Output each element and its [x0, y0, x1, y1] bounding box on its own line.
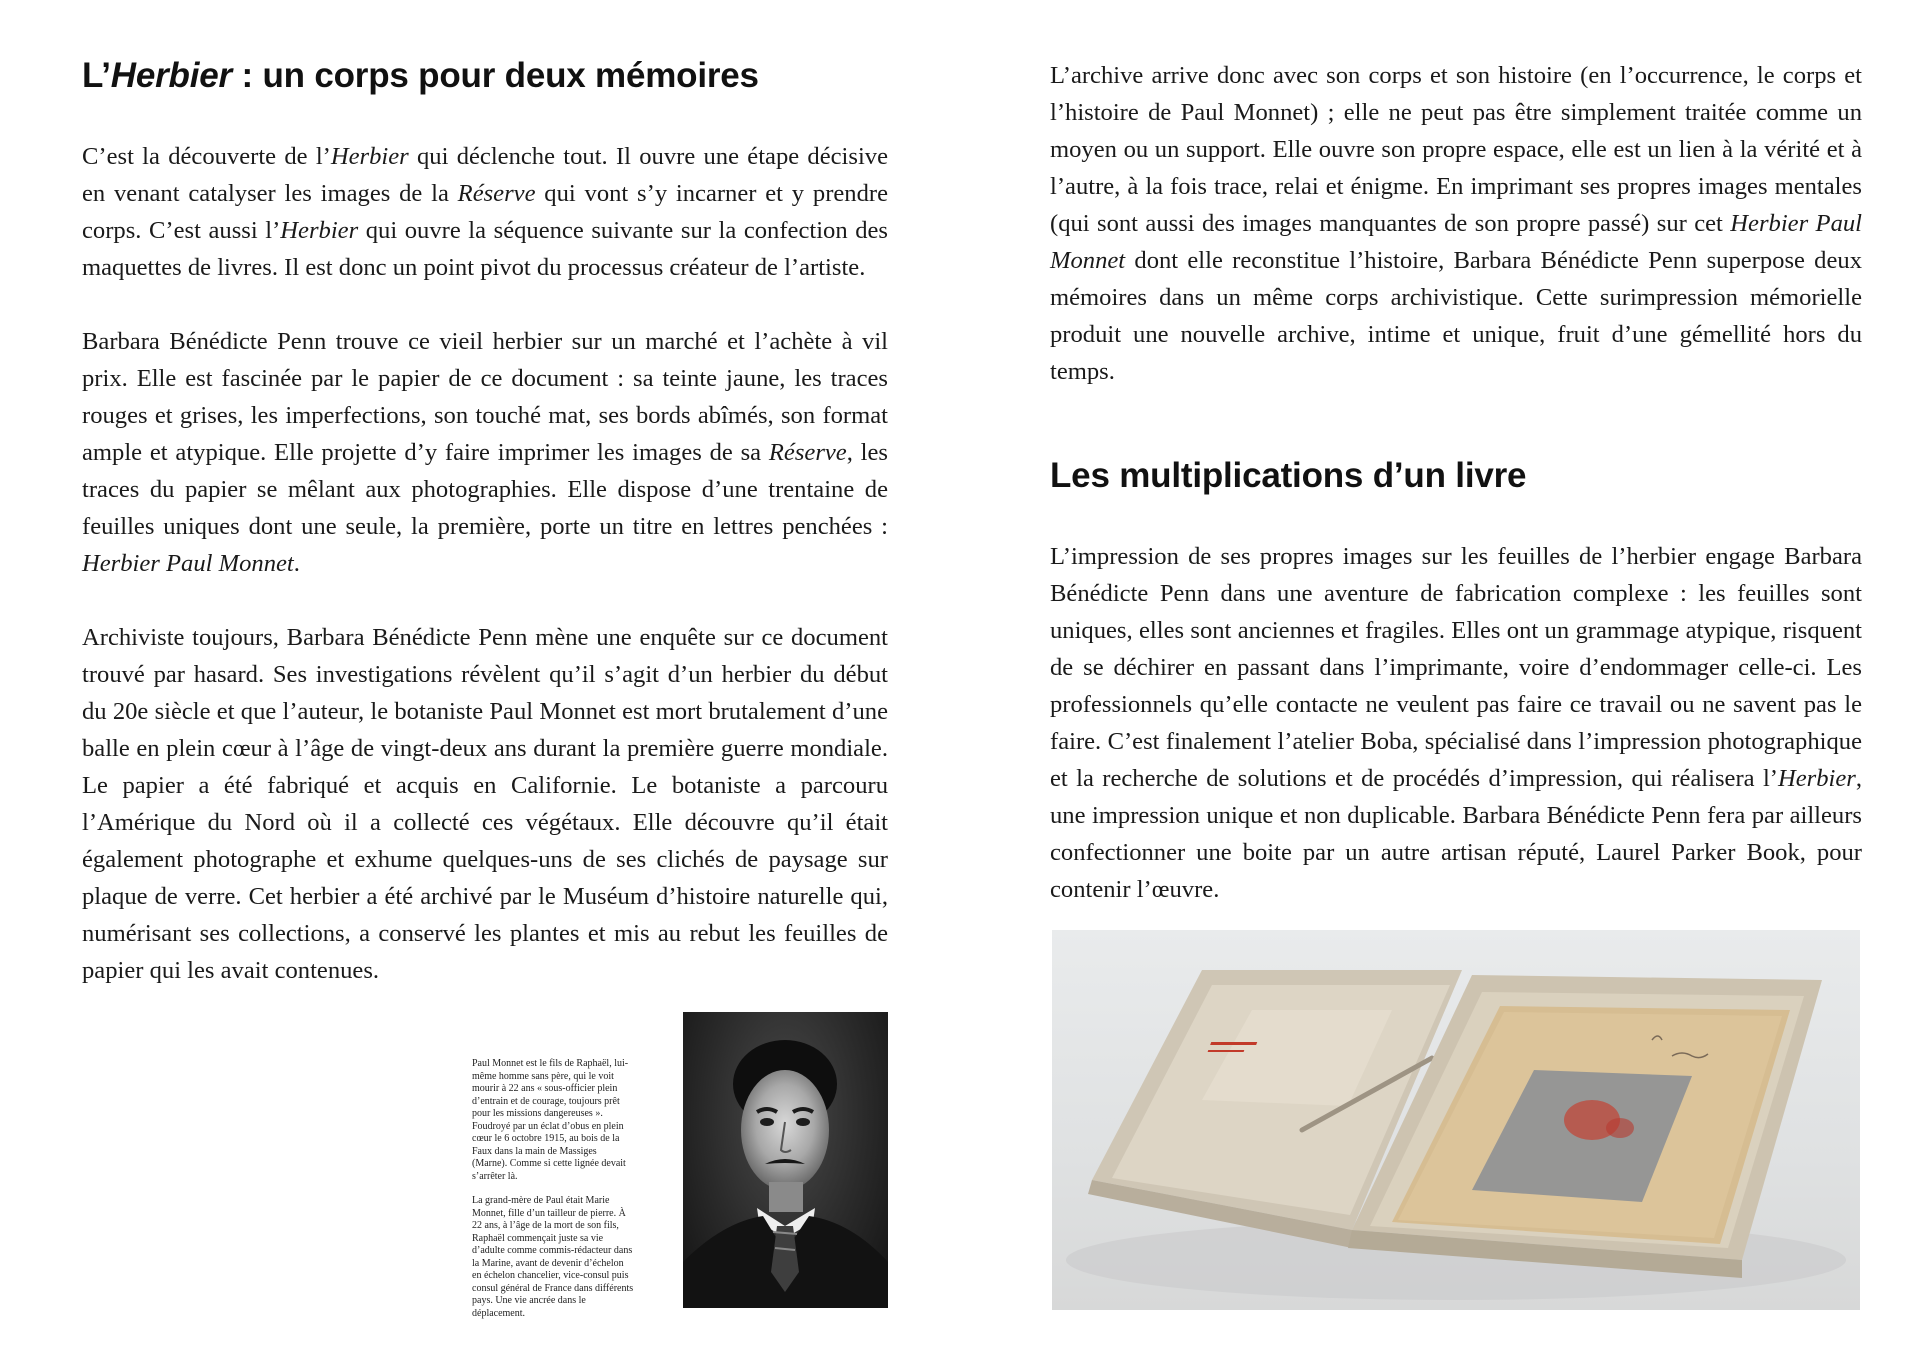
text-run: qui vont s’y incarner et y prendre corps. C’est aussi l’ — [82, 180, 888, 244]
photo-open-box — [1052, 930, 1860, 1310]
caption-paragraph: La grand-mère de Paul était Marie Monnet, fille d’un tailleur de pierre. À 22 ans, à l’âge de la mort de son fils, Raphaël commençait juste sa vie d’adulte comme commis-rédacteur dans la Marine, avant de devenir d’échelon en échelon chancelier, vice-consul puis consul général de France dans différents pays. Une vie ancrée dans le déplacement. — [472, 1195, 634, 1319]
text-run: L’archive arrive donc avec son corps et son histoire (en l’occurrence, le corps et l’histoire de Paul Monnet) ; elle ne peut pas être simplement traitée comme un moyen ou un support. Elle ouvre son propre espace, elle est un lien à la vérité et à l’autre, à la fois trace, relai et énigme. En imprimant ses propres images mentales (qui sont aussi des images manquantes de son propre passé) sur cet — [1050, 62, 1862, 237]
paragraph-market-find — [82, 323, 888, 582]
italic-run: Herbier — [280, 217, 359, 244]
box-illustration — [1052, 930, 1860, 1310]
text-run: L’impression de ses propres images sur les feuilles de l’herbier engage Barbara Bénédicte Penn dans une aventure de fabrication complexe : les feuilles sont uniques, elles sont anciennes et fragiles. Elles ont un grammage atypique, risquent de se déchirer en passant dans l’imprimante, voire d’endommager celle-ci. Les professionnels qu’elle contacte ne veulent pas faire ce travail ou ne savent pas le faire. C’est finalement l’atelier Boba, spécialisé dans l’impression photographique et la recherche de solutions et de procédés d’impression, qui réalisera l’ — [1050, 543, 1862, 792]
paragraph-investigation: Archiviste toujours, Barbara Bénédicte Penn mène une enquête sur ce document trouvé par hasard. Ses investigations révèlent qu’il s’agit d’un herbier du début du 20e siècle et que l’auteur, le botaniste Paul Monnet est mort brutalement d’une balle en plein cœur à l’âge de vingt-deux ans durant la première guerre mondiale. Le papier a été fabriqué et acquis en Californie. Le botaniste a parcouru l’Amérique du Nord où il a collecté ces végétaux. Elle découvre qu’il était également photographe et exhume quelques-uns de ses clichés de paysage sur plaque de verre. Cet herbier a été archivé par le Muséum d’histoire naturelle qui, numérisant ses collections, a conservé les plantes et mis au rebut les feuilles de papier qui les avait contenues. — [82, 624, 888, 984]
italic-run: Herbier Paul Monnet — [82, 550, 294, 577]
text-run: , une impression unique et non duplicable. Barbara Bénédicte Penn fera par ailleurs confectionner une boite par un autre artisan réputé, Laurel Parker Book, pour contenir l’œuvre. — [1050, 765, 1862, 903]
heading-italic-herbier: Herbier — [110, 56, 232, 95]
text-run: C’est la découverte de l’ — [82, 143, 331, 170]
right-bottom-body-text — [1050, 538, 1862, 908]
text-run: dont elle reconstitue l’histoire, Barbara Bénédicte Penn superpose deux mémoires dans un même corps archivistique. Cette surimpression mémorielle produit une nouvelle archive, intime et unique, fruit d’une gémellité hors du temps. — [1050, 247, 1862, 385]
paragraph-archive-body — [1050, 57, 1862, 390]
text-run: , les traces du papier se mêlant aux photographies. Elle dispose d’une trentaine de feuilles uniques dont une seule, la première, porte un titre en lettres penchées : — [82, 439, 888, 540]
italic-run: Réserve — [768, 439, 847, 466]
section-heading-multiplications: Les multiplications d’un livre — [1050, 456, 1527, 495]
italic-run: Herbier — [330, 143, 409, 170]
left-body-text — [82, 138, 888, 989]
right-page — [960, 0, 1920, 1362]
paragraph-printing — [1050, 538, 1862, 908]
portrait-caption — [472, 1058, 634, 1332]
heading-prefix: L’ — [82, 56, 111, 95]
section-heading-herbier — [82, 56, 759, 96]
heading-suffix: : un corps pour deux mémoires — [231, 56, 759, 95]
right-top-body-text — [1050, 57, 1862, 390]
italic-run: Herbier — [1777, 765, 1856, 792]
caption-paragraph: Paul Monnet est le fils de Raphaël, lui-même homme sans père, qui le voit mourir à 22 ans « sous-officier plein d’entrain et de courage, toujours prêt pour les missions dangereuses ». Foudroyé par un éclat d’obus en plein cœur le 6 octobre 1915, au bois de la Faux dans la main de Massiges (Marne). Comme si cette lignée devait s’arrêter là. — [472, 1058, 629, 1182]
text-run: . — [293, 550, 300, 577]
italic-run: Réserve — [457, 180, 536, 207]
portrait-illustration — [683, 1012, 888, 1308]
paragraph-discovery — [82, 138, 888, 286]
text-run: qui ouvre la séquence suivante sur la confection des maquettes de livres. Il est donc un point pivot du processus créateur de l’artiste. — [82, 217, 888, 281]
text-run: qui déclenche tout. Il ouvre une étape décisive en venant catalyser les images de la — [82, 143, 889, 207]
text-run: Barbara Bénédicte Penn trouve ce vieil herbier sur un marché et l’achète à vil prix. Elle est fascinée par le papier de ce document : sa teinte jaune, les traces rouges et grises, les imperfections, son touché mat, ses bords abîmés, son format ample et atypique. Elle projette d’y faire imprimer les images de sa — [82, 328, 888, 466]
portrait-photo-paul-monnet — [683, 1012, 888, 1308]
italic-run: Herbier Paul Monnet — [1050, 210, 1862, 274]
